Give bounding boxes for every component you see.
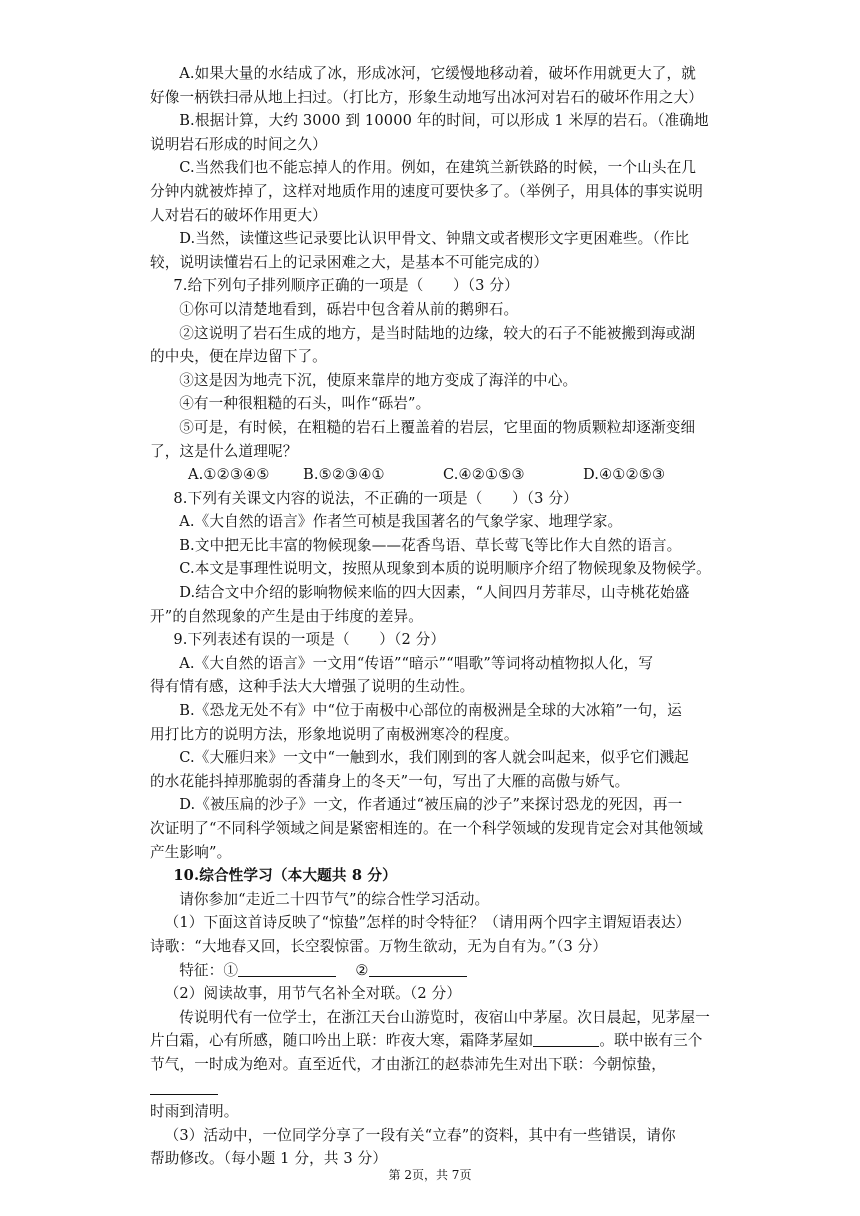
q10-heading: 10.综合性学习（本大题共 8 分） — [173, 867, 397, 885]
q9-option-b-line1: B.《恐龙无处不有》中“位于南极中心部位的南极洲是全球的大冰箱”一句，运 — [179, 702, 682, 720]
q8-option-d-line2: 开”的自然现象的产生是由于纬度的差异。 — [150, 607, 423, 625]
q8-option-b: B.文中把无比丰富的物候现象——花香鸟语、草长莺飞等比作大自然的语言。 — [179, 536, 682, 554]
q10-intro: 请你参加“走近二十四节气”的综合性学习活动。 — [179, 890, 490, 908]
q9-option-b-line2: 用打比方的说明方法，形象地说明了南极洲寒冷的程度。 — [150, 725, 519, 743]
q7-sentence-1: ①你可以清楚地看到，砾岩中包含着从前的鹅卵石。 — [179, 300, 519, 318]
q10-story-line4: 时雨到清明。 — [150, 1103, 239, 1121]
q7-option-c[interactable]: C.④②①⑤③ — [442, 466, 525, 484]
q6-option-c-line1: C.当然我们也不能忘掉人的作用。例如，在建筑兰新铁路的时候，一个山头在几 — [179, 159, 697, 177]
q7-option-d[interactable]: D.④①②⑤③ — [582, 466, 666, 484]
q9-stem: 9.下列表述有误的一项是（ ）（2 分） — [173, 631, 446, 649]
page-number: 第 2页，共 7页 — [388, 1168, 472, 1182]
q10-part1-line2: 诗歌：“大地春又回，长空裂惊雷。万物生欲动，无为自有为。”（3 分） — [150, 937, 608, 955]
q10-part3-line2: 帮助修改。（每小题 1 分，共 3 分） — [150, 1150, 388, 1168]
q9-option-c-line2: 的水花能抖掉那脆弱的香蒲身上的冬天”一句，写出了大雁的高傲与娇气。 — [150, 772, 630, 790]
q10-story-line1: 传说明代有一位学士，在浙江天台山游览时，夜宿山中茅屋。次日晨起，见茅屋一 — [179, 1008, 710, 1026]
q7-sentence-3: ③这是因为地壳下沉，使原来靠岸的地方变成了海洋的中心。 — [179, 371, 578, 389]
q10-feature-row — [150, 959, 720, 983]
q8-option-c: C.本文是事理性说明文，按照从现象到本质的说明顺序介绍了物候现象及物候学。 — [179, 560, 711, 578]
q6-option-c-line2: 分钟内就被炸掉了，这样对地质作用的速度可要快多了。（举例子，用具体的事实说明 — [150, 182, 703, 200]
q7-sentence-4: ④有一种很粗糙的石头，叫作“砾岩”。 — [179, 395, 431, 413]
page-content — [150, 62, 720, 1171]
q7-options — [150, 463, 720, 487]
q10-couplet-blank-1[interactable] — [533, 1031, 599, 1047]
q7-option-b[interactable]: B.⑤②③④① — [302, 466, 385, 484]
q10-story-line2 — [150, 1029, 720, 1053]
q10-part1-line1: （1）下面这首诗反映了“惊蛰”怎样的时令特征？（请用两个四字主谓短语表达） — [164, 914, 691, 932]
q10-feature-2-label: ② — [355, 961, 369, 979]
q6-option-b-line2: 说明岩石形成的时间之久） — [150, 135, 327, 153]
q10-story-line2-end: 。联中嵌有三个 — [599, 1032, 703, 1050]
q6-option-b-line1: B.根据计算，大约 3000 到 10000 年的时间，可以形成 1 米厚的岩石。（准确地 — [179, 112, 709, 130]
q10-couplet-blank-2[interactable] — [150, 1079, 218, 1095]
q9-option-d-line1: D.《被压扁的沙子》一文，作者通过“被压扁的沙子”来探讨恐龙的死因，再一 — [179, 796, 683, 814]
q6-option-a-line1: A.如果大量的水结成了冰，形成冰河，它缓慢地移动着，破坏作用就更大了，就 — [179, 65, 696, 82]
q10-feature-label: 特征：① — [179, 961, 239, 979]
q7-sentence-5-line2: 了，这是什么道理呢？ — [150, 442, 298, 460]
q8-option-d-line1: D.结合文中介绍的影响物候来临的四大因素，“人间四月芳菲尽，山寺桃花始盛 — [179, 584, 690, 602]
q8-stem: 8.下列有关课文内容的说法，不正确的一项是（ ）（3 分） — [173, 489, 578, 507]
q10-part2: （2）阅读故事，用节气名补全对联。（2 分） — [164, 985, 462, 1003]
q7-option-a[interactable]: A.①②③④⑤ — [187, 466, 270, 484]
q8-option-a: A.《大自然的语言》作者竺可桢是我国著名的气象学家、地理学家。 — [179, 513, 623, 531]
q10-story-line2-start: 片白霜，心有所感，随口吟出上联：昨夜大寒，霜降茅屋如 — [150, 1032, 534, 1050]
q9-option-c-line1: C.《大雁归来》一文中“一触到水，我们刚到的客人就会叫起来，似乎它们溅起 — [179, 749, 689, 767]
q6-option-a-line2: 好像一柄铁扫帚从地上扫过。（打比方，形象生动地写出冰河对岩石的破坏作用之大） — [150, 88, 703, 106]
q10-feature-1-blank[interactable] — [238, 961, 336, 977]
q6-option-d-line2: 较，说明读懂岩石上的记录困难之大，是基本不可能完成的） — [150, 253, 549, 271]
q7-sentence-5-line1: ⑤可是，有时候，在粗糙的岩石上覆盖着的岩层，它里面的物质颗粒却逐渐变细 — [179, 418, 696, 436]
q6-option-c-line3: 人对岩石的破坏作用更大） — [150, 206, 327, 224]
q9-option-d-line2: 次证明了“不同科学领域之间是紧密相连的。在一个科学领域的发现肯定会对其他领域 — [150, 820, 704, 837]
q10-story-line3 — [150, 1053, 720, 1100]
q9-option-a-line1: A.《大自然的语言》一文用“传语”“暗示”“唱歌”等词将动植物拟人化，写 — [179, 654, 654, 672]
q10-feature-2-blank[interactable] — [369, 961, 467, 977]
q10-part3-line1: （3）活动中，一位同学分享了一段有关“立春”的资料，其中有一些错误，请你 — [164, 1126, 676, 1144]
q7-sentence-2-line1: ②这说明了岩石生成的地方，是当时陆地的边缘，较大的石子不能被搬到海或湖 — [179, 324, 696, 342]
q6-option-d-line1: D.当然，读懂这些记录要比认识甲骨文、钟鼎文或者楔形文字更困难些。（作比 — [179, 230, 690, 248]
q10-story-line3-text: 节气，一时成为绝对。直至近代，才由浙江的赵恭沛先生对出下联：今朝惊蛰， — [150, 1055, 667, 1073]
q7-sentence-2-line2: 的中央，便在岸边留下了。 — [150, 348, 327, 366]
q9-option-d-line3: 产生影响”。 — [150, 843, 232, 861]
q7-stem: 7.给下列句子排列顺序正确的一项是（ ）（3 分） — [173, 277, 519, 295]
q9-option-a-line2: 得有情有感，这种手法大大增强了说明的生动性。 — [150, 678, 475, 696]
